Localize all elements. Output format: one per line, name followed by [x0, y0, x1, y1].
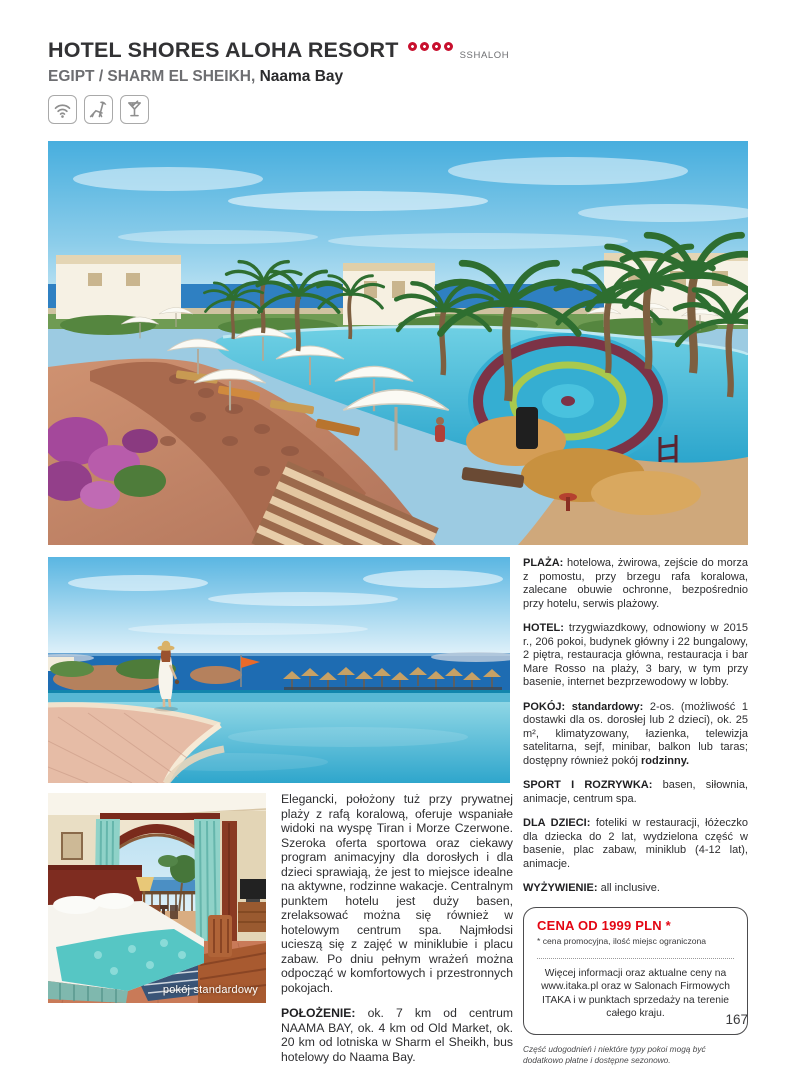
- location-paragraph: POŁOŻENIE: ok. 7 km od centrum NAAMA BAY, ok. 4 km od Old Market, ok. 20 km od lotniska w Sharm el Sheikh, bus hotelowy do Naama Bay.: [281, 1006, 513, 1064]
- fact-board: WYŻYWIENIE: all inclusive.: [523, 882, 660, 894]
- photo-infinity-pool: [48, 557, 510, 783]
- fact-beach: PLAŻA: hotelowa, żwirowa, zejście do morza z pomostu, przy brzegu rafa koralowa, zalecane obuwie ochronne, bezpośrednio przy hotelu, serwis plażowy.: [523, 557, 748, 610]
- fact-room: POKÓJ: standardowy: 2-os. (możliwość 1 dostawki dla os. dorosłej lub 2 dzieci), ok. 25 m², klimatyzowany, łazienka, telewizja satelitarna, sejf, minibar, balkon lub taras; dostępny również pokój rodzinny.: [523, 700, 749, 767]
- star-rating: [408, 42, 453, 51]
- wifi-amenity: [48, 95, 77, 124]
- star-icon: [420, 42, 429, 51]
- destination-line: [48, 68, 748, 86]
- dotted-divider: [537, 958, 734, 959]
- beach-lounger-icon: [88, 99, 109, 120]
- price-info-text: Więcej informacji oraz aktualne ceny na www.itaka.pl oraz w Salonach Firmowych ITAKA i w punktach sprzedaży na terenie całego kraju.: [541, 967, 730, 1020]
- destination-country-city: EGIPT / SHARM EL SHEIKH,: [48, 68, 256, 85]
- page-number: 167: [725, 1012, 748, 1027]
- photo-standard-room: [48, 793, 266, 1003]
- photo-pool-overview: [48, 141, 748, 545]
- hotel-code: SSHALOH: [459, 50, 510, 61]
- fact-hotel: HOTEL: trzygwiazdkowy, odnowiony w 2015 r., 206 pokoi, budynek główny i 22 bungalowy, 2 piętra, restauracja główna, restauracja i bar Mare Rosso na plaży, 3 bary, w tym przy basenie, internet bezprzewodowy w lobby.: [523, 622, 748, 688]
- beach-amenity: [84, 95, 113, 124]
- amenity-icons: [48, 95, 748, 124]
- price-box: [523, 907, 748, 1035]
- hotel-name: HOTEL SHORES ALOHA RESORT: [48, 38, 399, 62]
- person: [435, 417, 445, 442]
- star-icon: [432, 42, 441, 51]
- wifi-icon: [52, 99, 73, 120]
- disclaimer-text: Część udogodnień i niektóre typy pokoi mogą być dodatkowo płatne i dostępne sezonowo.: [523, 1043, 706, 1065]
- price-from: CENA OD 1999 PLN *: [537, 917, 671, 933]
- cocktail-icon: [124, 99, 145, 120]
- room-photo-caption: pokój standardowy: [162, 984, 258, 996]
- location-label: POŁOŻENIE:: [281, 1006, 356, 1020]
- price-footnote: * cena promocyjna, ilość miejsc ograniczona: [537, 936, 707, 946]
- title-row: [48, 38, 748, 63]
- fact-children: DLA DZIECI: foteliki w restauracji, łóżeczko dla dziecka do 2 lat, wydzielona część w basenie, plac zabaw, miniklub (4-12 lat), animacje.: [523, 817, 748, 870]
- description-intro: Elegancki, położony tuż przy prywatnej plaży z rafą koralową, oferuje wspaniałe widoki na wyspę Tiran i Morze Czerwone. Szeroka oferta sportowa oraz ciekawy program animacyjny dla dorosłych i dla dzieci sprawiają, że jest to miejsce idealne na aktywne, rodzinne wakacje. Centralnym punktem hotelu jest duży basen, zrelaksować można się również w hotelowym centrum spa. Najmłodsi ucieszą się z zajęć w miniklubie i placu zabaw. Po dniu pełnym wrażeń można odpocząć w komfortowych i przestronnych pokojach.: [281, 792, 513, 995]
- hotel-header: [48, 38, 748, 124]
- bar-amenity: [120, 95, 149, 124]
- star-icon: [408, 42, 417, 51]
- hotel-facts: [523, 557, 748, 1065]
- fact-sport: SPORT I ROZRYWKA: basen, siłownia, animacje, centrum spa.: [523, 779, 748, 805]
- star-icon: [444, 42, 453, 51]
- hotel-description: [281, 792, 513, 1064]
- destination-area: Naama Bay: [259, 68, 344, 85]
